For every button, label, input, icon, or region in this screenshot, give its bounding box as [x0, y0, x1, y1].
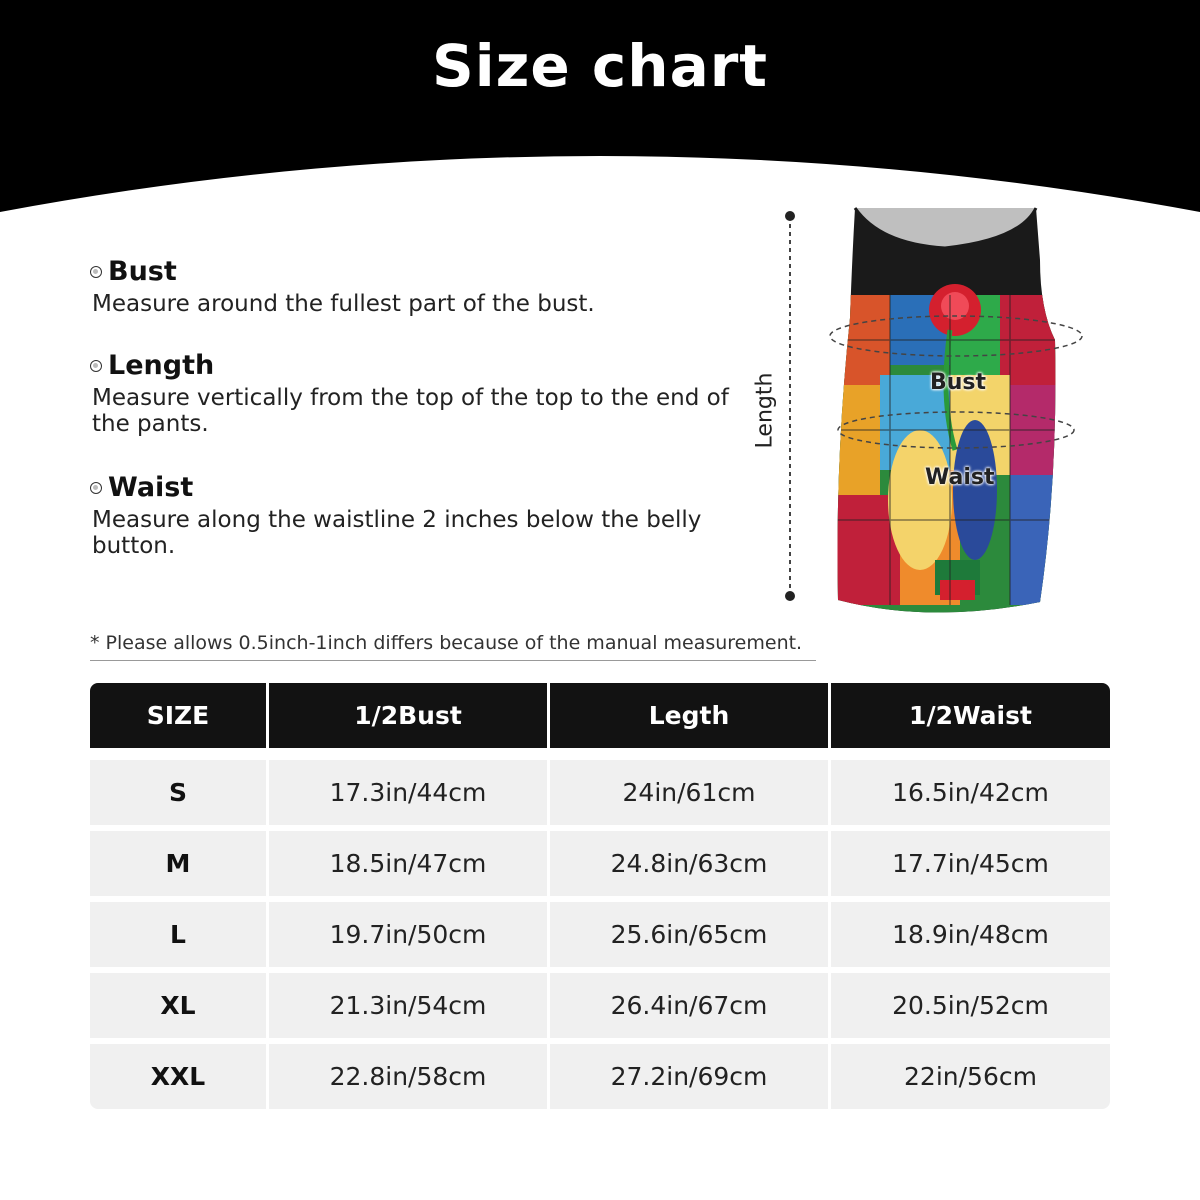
size-cell: L — [90, 902, 266, 967]
measure-title: Length — [108, 350, 215, 381]
size-cell: XL — [90, 973, 266, 1038]
table-cell: 18.9in/48cm — [831, 902, 1110, 967]
header-cell: SIZE — [90, 683, 266, 748]
measurement-note: * Please allows 0.5inch-1inch differs because of the manual measurement. — [90, 632, 816, 661]
table-cell: 22in/56cm — [831, 1044, 1110, 1109]
size-cell: XXL — [90, 1044, 266, 1109]
header-cell: 1/2Bust — [269, 683, 547, 748]
table-cell: 17.3in/44cm — [269, 760, 547, 825]
table-cell: 17.7in/45cm — [831, 831, 1110, 896]
table-row — [90, 1044, 1110, 1109]
size-cell: S — [90, 760, 266, 825]
measure-description — [90, 385, 730, 437]
table-cell: 20.5in/52cm — [831, 973, 1110, 1038]
table-cell: 19.7in/50cm — [269, 902, 547, 967]
table-cell: 18.5in/47cm — [269, 831, 547, 896]
measure-bust — [90, 256, 730, 317]
measure-title: Bust — [108, 256, 177, 287]
table-row — [90, 973, 1110, 1038]
desc-line: Measure vertically from the top of the top to the end of — [92, 385, 729, 411]
table-cell: 22.8in/58cm — [269, 1044, 547, 1109]
table-cell: 24.8in/63cm — [550, 831, 828, 896]
table-cell: 27.2in/69cm — [550, 1044, 828, 1109]
waist-guide-label: Waist — [925, 465, 995, 490]
circle-bullet-icon — [90, 360, 102, 372]
measure-title: Waist — [108, 472, 194, 503]
desc-line: button. — [92, 533, 176, 559]
measure-length — [90, 350, 730, 437]
circle-bullet-icon — [90, 266, 102, 278]
table-row — [90, 760, 1110, 825]
page-title: Size chart — [431, 32, 769, 100]
table-cell: 26.4in/67cm — [550, 973, 828, 1038]
bust-guide-label: Bust — [930, 370, 987, 395]
table-cell: 16.5in/42cm — [831, 760, 1110, 825]
measure-description — [90, 291, 730, 317]
tank-top-figure — [740, 200, 1120, 630]
measure-description — [90, 507, 730, 559]
table-row — [90, 902, 1110, 967]
table-cell: 21.3in/54cm — [269, 973, 547, 1038]
desc-line: the pants. — [92, 411, 209, 437]
desc-line: Measure along the waistline 2 inches below the belly — [92, 507, 702, 533]
table-row — [90, 831, 1110, 896]
measure-waist — [90, 472, 730, 559]
length-guide-label: Length — [752, 372, 778, 448]
header-cell: 1/2Waist — [831, 683, 1110, 748]
table-header-row — [90, 683, 1110, 748]
table-cell: 24in/61cm — [550, 760, 828, 825]
desc-line: Measure around the fullest part of the bust. — [92, 291, 595, 317]
circle-bullet-icon — [90, 482, 102, 494]
table-cell: 25.6in/65cm — [550, 902, 828, 967]
size-table — [90, 683, 1110, 1115]
header-cell: Legth — [550, 683, 828, 748]
size-cell: M — [90, 831, 266, 896]
